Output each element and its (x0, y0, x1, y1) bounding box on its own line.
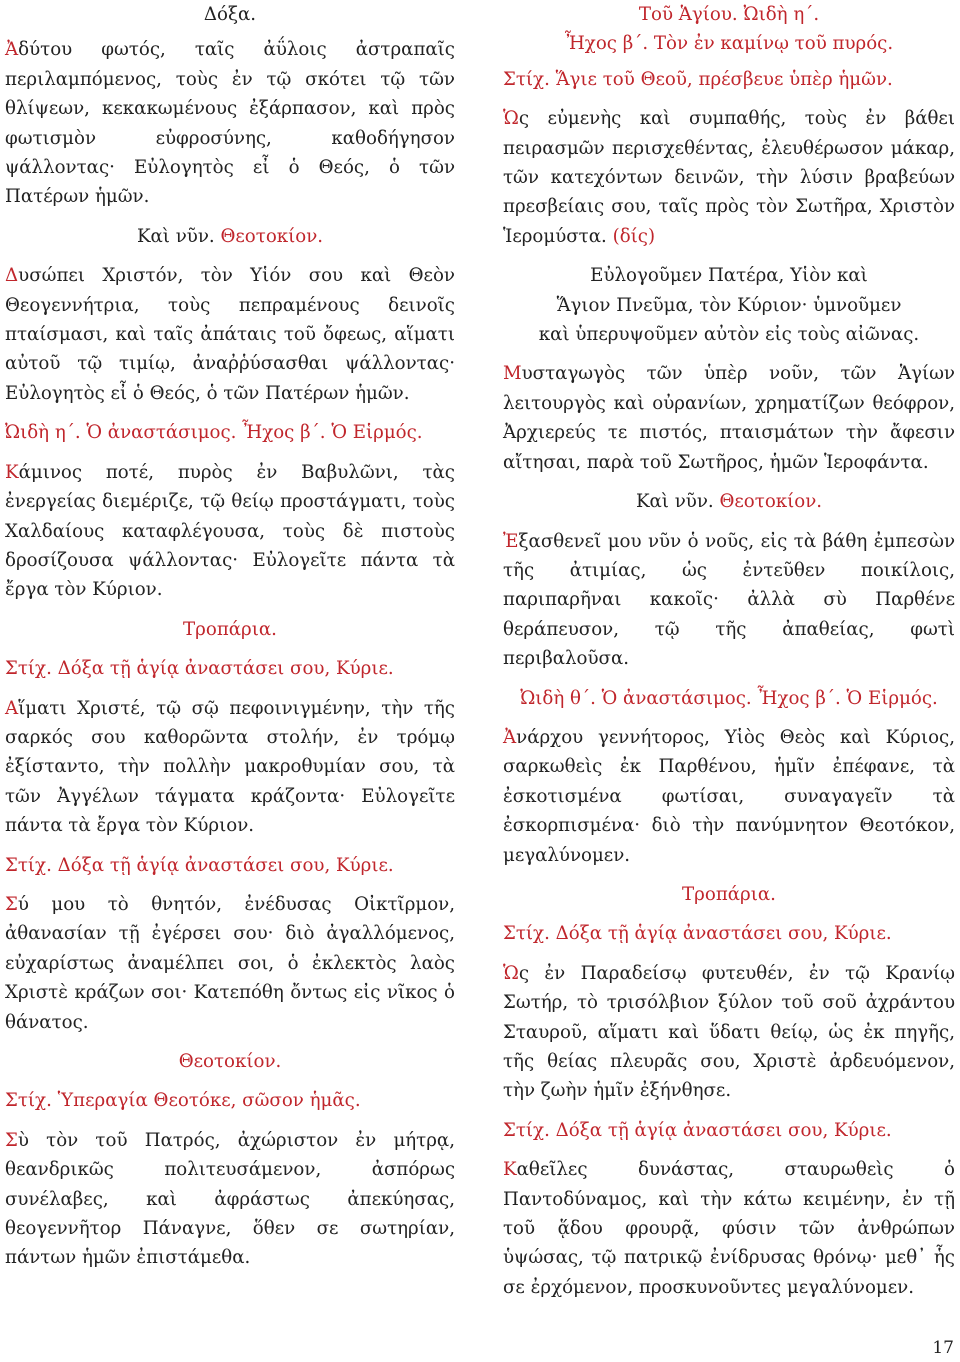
drop-initial: Ὡ (503, 108, 519, 130)
doxology-line: καὶ ὑπερυψοῦμεν αὐτὸν εἰς τοὺς αἰῶνας. (538, 324, 920, 346)
hymn-paragraph (503, 359, 955, 477)
verse-line (503, 919, 955, 948)
verse-line (5, 654, 455, 683)
verse-line (503, 65, 955, 94)
theotokion-label: Θεοτοκίον. (220, 225, 324, 247)
doxa-heading: Δόξα. (203, 4, 257, 25)
hymn-paragraph (503, 527, 955, 674)
stich-text: Δόξα τῇ ἁγίᾳ ἀναστάσει σου, Κύριε. (57, 658, 394, 680)
hymn-text: αθεῖλες δυνάστας, σταυρωθεὶς ὁ Παντοδύναμος, καὶ τὴν κάτω κειμένην, ἐν τῇ τοῦ ᾅδου φρουρᾷ, φύσιν τῶν ἀνθρώπων ὑψώσας, τῷ πατρικῷ ἐνίδρυσας θρόνῳ· μεθ᾿ ἧς σε ἐρχόμενον, προσκυνοῦντες μεγαλύνομεν. (503, 1159, 955, 1298)
hymn-text: ς εὐμενὴς καὶ συμπαθής, τοὺς ἐν βάθει πειρασμῶν περισχεθέντας, ἐλευθέρωσον μάκαρ, τῶν κατεχόντων δεινῶν, τὴν λύσιν βραβεύων πρεσβείαις σου, ταῖς πρὸς τὸν Σωτῆρα, Χριστὸν Ἱερομύστα. (503, 108, 955, 247)
hymn-text: ς ἐν Παραδείσῳ φυτευθέν, ἐν τῷ Κρανίῳ Σωτήρ, τὸ τρισόλβιον ξύλον τοῦ σοῦ ἀχράντου Σταυροῦ, αἵματι καὶ ὕδατι θείῳ, ὡς ἐκ πηγῆς, τῆς θείας πλευρᾶς σου, Χριστὲ ἀρδευόμενον, τὴν ζωὴν ἡμῖν ἐξήνθησε. (503, 962, 955, 1102)
ode-heading: Ὠιδὴ θ´. Ὁ ἀναστάσιμος. Ἦχος β´. Ὁ Εἱρμός. (520, 687, 938, 709)
stich-text: Δόξα τῇ ἁγίᾳ ἀναστάσει σου, Κύριε. (555, 923, 892, 945)
drop-initial: Ἀ (503, 726, 517, 748)
drop-initial: Ἐ (503, 530, 519, 552)
stich-label: Στίχ. (503, 1119, 550, 1141)
troparia-heading: Τροπάρια. (183, 618, 277, 640)
stich-label: Στίχ. (5, 1090, 52, 1112)
drop-initial: Σ (5, 893, 18, 915)
echos-heading: Ἦχος β´. Τὸν ἐν καμίνῳ τοῦ πυρός. (564, 33, 894, 55)
stich-label: Στίχ. (503, 923, 550, 945)
hymn-text: άμινος ποτέ, πυρὸς ἐν Βαβυλῶνι, τὰς ἐνεργείας διεμέριζε, τῷ θείῳ προστάγματι, τοὺς Χαλδαίους καταφλέγουσα, τοὺς δὲ πιστοὺς δροσίζουσα ψάλλοντας· Εὐλογεῖτε πάντα τὰ ἔργα τὸν Κύριον. (5, 461, 455, 601)
doxology-line: Εὐλογοῦμεν Πατέρα, Υἱὸν καὶ (590, 265, 868, 287)
hymn-text: δύτου φωτός, ταῖς ἀΰλοις ἀστραπαῖς περιλαμπόμενος, τοὺς ἐν τῷ σκότει τῷ τῶν θλίψεων, κεκακωμένους ἐξάρπασον, καὶ πρὸς φωτισμὸν εὐφροσύνης, καθοδήγησον ψάλλοντας· Εὐλογητὸς εἶ ὁ Θεός, ὁ τῶν Πατέρων ἡμῶν. (5, 39, 455, 208)
doxology-line: Ἅγιον Πνεῦμα, τὸν Κύριον· ὑμνοῦμεν (556, 294, 902, 316)
drop-initial: Δ (5, 265, 19, 287)
hymn-text: ἵματι Χριστέ, τῷ σῷ πεφοινιγμένην, τὴν τῆς σαρκός σου καθορῶντα στολήν, ἐν τρόμῳ ἐξίσταντο, τὴν πολλὴν μακροθυμίαν σου, τὰ τῶν Ἀγγέλων τάγματα κράζοντα· Εὐλογεῖτε πάντα τὰ ἔργα τὸν Κύριον. (5, 697, 455, 837)
stich-text: Ὑπεραγία Θεοτόκε, σῶσον ἡμᾶς. (57, 1090, 361, 1112)
hymn-paragraph (503, 959, 955, 1106)
troparia-heading: Τροπάρια. (682, 883, 776, 905)
hymn-text: ξασθενεῖ μου νῦν ὁ νοῦς, εἰς τὰ βάθη ἐμπεσὼν τῆς ἀτιμίας, ὡς ἐντεῦθεν ποικίλοις, παριπαρῆναι κακοῖς· ἀλλὰ σὺ Παρθένε θεράπευσον, τῷ τῆς ἀπαθείας, φωτὶ περιβαλοῦσα. (503, 530, 955, 670)
stich-text: Ἅγιε τοῦ Θεοῦ, πρέσβευε ὑπὲρ ἡμῶν. (555, 68, 893, 90)
theotokion-heading: Θεοτοκίον. (178, 1051, 282, 1072)
hymn-paragraph (5, 35, 455, 211)
theotokion-label: Θεοτοκίον. (719, 491, 823, 513)
kai-nyn-label: Καὶ νῦν. (635, 491, 714, 513)
drop-initial: Ἀ (5, 39, 19, 61)
kai-nyn-label: Καὶ νῦν. (136, 225, 215, 247)
drop-initial: Α (5, 697, 19, 719)
kai-nyn-heading (503, 487, 955, 516)
drop-initial: Κ (503, 1159, 517, 1181)
right-column (503, 0, 955, 1312)
drop-initial: Κ (5, 461, 19, 483)
stich-text: Δόξα τῇ ἁγίᾳ ἀναστάσει σου, Κύριε. (555, 1119, 892, 1141)
hymn-paragraph (5, 261, 455, 408)
page-number: 17 (932, 1338, 954, 1358)
hymn-paragraph (5, 458, 455, 605)
hymn-paragraph (503, 104, 955, 251)
hymn-text: ύ μου τὸ θνητόν, ἐνέδυσας Οἰκτῖρμον, ἀθανασίαν τῇ ἐγέρσει σου· διὸ ἀγαλλόμενος, εὐχαρίστως ἀναμέλπει σοι, ὁ ἐκλεκτὸς λαὸς Χριστὲ κράζων σοι· Κατεπόθη ὄντως εἰς νῖκος ὁ θάνατος. (5, 893, 455, 1033)
stich-label: Στίχ. (503, 68, 550, 90)
stich-label: Στίχ. (5, 854, 52, 876)
saint-ode-heading: Τοῦ Ἁγίου. Ὠιδὴ η´. (638, 4, 820, 25)
stich-label: Στίχ. (5, 658, 52, 680)
drop-initial: Σ (5, 1129, 18, 1151)
verse-line (503, 1116, 955, 1145)
dis-marker: (δίς) (612, 225, 656, 247)
hymn-text: υσταγωγὸς τῶν ὑπὲρ νοῦν, τῶν Ἁγίων λειτουργὸς καὶ οὐρανίων, χρηματίζων θεόφρον, Ἀρχιερεύς τε πιστός, πταισμάτων τὴν ἄφεσιν αἴτησαι, παρὰ τοῦ Σωτῆρος, ἡμῶν Ἱεροφάντα. (503, 363, 955, 473)
verse-line (5, 1086, 455, 1115)
stich-text: Δόξα τῇ ἁγίᾳ ἀναστάσει σου, Κύριε. (57, 854, 394, 876)
drop-initial: Ὡ (503, 962, 519, 984)
hymn-paragraph (5, 694, 455, 841)
hymn-paragraph (503, 723, 955, 870)
hymn-paragraph (5, 1126, 455, 1273)
ode-heading: Ὠιδὴ η´. Ὁ ἀναστάσιμος. Ἦχος β´. Ὁ Εἱρμός. (5, 422, 423, 444)
verse-line (5, 851, 455, 880)
hymn-text: ὺ τὸν τοῦ Πατρός, ἀχώριστον ἐν μήτρᾳ, θεανδρικῶς πολιτευσάμενον, ἀσπόρως συνέλαβες, καὶ ἀφράστως ἀπεκύησας, θεογεννῆτορ Πάναγνε, ὅθεν σε σωτηρίαν, πάντων ἡμῶν ἐπιστάμεθα. (5, 1129, 455, 1269)
kai-nyn-heading (5, 222, 455, 251)
hymn-paragraph (5, 890, 455, 1037)
doxology-block (503, 261, 955, 349)
hymn-paragraph (503, 1155, 955, 1302)
left-column (5, 0, 455, 1283)
hymn-text: υσώπει Χριστόν, τὸν Υἱόν σου καὶ Θεὸν Θεογεννήτρια, τοὺς πεπραμένους δεινοῖς πταίσμασι, καὶ ταῖς ἀπάταις τοῦ ὄφεως, αἵματι αὐτοῦ τῷ τιμίῳ, ἀναῤῥύσασθαι ψάλλοντας· Εὐλογητὸς εἶ ὁ Θεός, ὁ τῶν Πατέρων ἡμῶν. (5, 265, 455, 404)
drop-initial: Μ (503, 363, 522, 385)
hymn-text: νάρχου γεννήτορος, Υἱὸς Θεὸς καὶ Κύριος, σαρκωθεὶς ἐκ Παρθένου, ἡμῖν ἐπέφανε, τὰ ἐσκοτισμένα φωτίσαι, συναγαγεῖν τὰ ἐσκορπισμένα· διὸ τὴν πανύμνητον Θεοτόκον, μεγαλύνομεν. (503, 726, 955, 866)
